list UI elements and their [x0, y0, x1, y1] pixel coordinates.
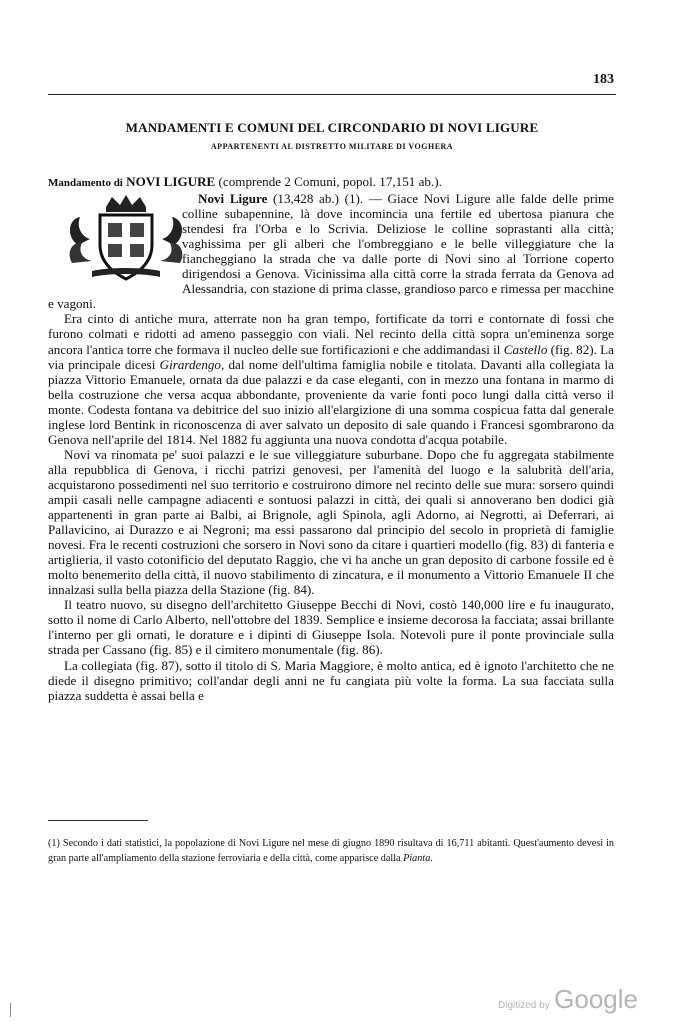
- page-title: MANDAMENTI E COMUNI DEL CIRCONDARIO DI NOVI LIGURE: [125, 120, 539, 135]
- footnote-end: .: [430, 853, 433, 864]
- coat-of-arms-icon: [48, 193, 176, 283]
- footnote-rule: [48, 820, 148, 821]
- footnote-italic: Pianta: [403, 853, 431, 864]
- paragraph-2-italic-castello: Castello: [503, 341, 548, 357]
- margin-tick: [10, 1003, 11, 1017]
- watermark-small: Digitized by: [498, 1000, 550, 1011]
- lead-name: NOVI LIGURE: [126, 174, 216, 189]
- paragraph-1-head: Novi Ligure: [198, 191, 268, 207]
- page-number: 183: [593, 72, 614, 87]
- body-text: [48, 174, 614, 703]
- paragraph-1: [48, 191, 614, 311]
- watermark-logo: Google: [554, 984, 638, 1014]
- paragraph-2-text-a: Era cinto di antiche mura, atterrate non ha gran tempo, fortificate da torri e contornate di fossi che furono colmati e ridotti ad ameno passeggio con viali. Nel recinto della città sopra un'eminenza sorge ancora l'antica torre che formava il nucleo delle sue fortificazioni e che addimandasi il: [48, 311, 614, 357]
- paragraph-2-italic-girardengo: Girardengo: [159, 356, 221, 372]
- paragraph-5: La collegiata (fig. 87), sotto il titolo di S. Maria Maggiore, è molto antica, ed è ignoto l'architetto che ne diede il disegno primitivo; coll'andar degli anni ne fu cangiata più volte la forma. La sua facciata sulla piazza suddetta è assai bella e: [48, 657, 614, 703]
- paragraph-3: Novi va rinomata pe' suoi palazzi e le sue villeggiature suburbane. Dopo che fu aggregata stabilmente alla repubblica di Genova, i ricchi patrizi genovesi, per l'amenità del luogo e la salubrità dell'aria, acquistarono possedimenti nel suo territorio e costruirono dimore nel recinto delle sue mura: sorsero quindi ampii casali nelle campagne adiacenti e sontuosi palazzi in città, dei quali si annoverano ben dodici già appartenenti in gran parte ai Balbi, ai Brignole, agli Spinola, agli Adorno, ai Negrotti, ai Deferrari, ai Pallavicino, ai Durazzo e ai Negroni; ma essi passarono dal principio del secolo in proprietà di famiglie novesi. Fra le recenti costruzioni che sorsero in Novi sono da citare i quartieri modello (fig. 83) di fanteria e artiglieria, il vasto cotonificio del deputato Raggio, che vi ha anche un gran deposito di carbone fossile ed è molto benemerito della città, il nuovo stabilimento di zincatura, e il monumento a Vittorio Emanuele II che innalzasi sulla bella piazza della Stazione (fig. 84).: [48, 446, 614, 598]
- paragraph-4: Il teatro nuovo, su disegno dell'architetto Giuseppe Becchi di Novi, costò 140,000 lire e fu inaugurato, sotto il nome di Carlo Alberto, nell'ottobre del 1839. Semplice e insieme decorosa la facciata; assai brillante l'interno per gli ornati, le dorature e i dipinti di Giuseppe Isola. Notevoli pure il ponte provinciale sulla strada per Cassano (fig. 85) e il cimitero monumentale (fig. 86).: [48, 597, 614, 658]
- paragraph-2-text-b: (fig. 82). La via principale dicesi: [48, 341, 614, 372]
- paragraph-2-text-c: , dal nome dell'ultima famiglia nobile e titolata. Davanti alla collegiata la piazza Vittorio Emanuele, ornata da due palazzi e da case eleganti, con in mezzo una fontana in marmo di bella costruzione che versa acqua abbondante, proveniente da varie fonti poco lungi dalla città verso il monte. Codesta fontana va debitrice del suo inizio all'elargizione di una somma cospicua fatta dal generale inglese lord Bentink in riconoscenza di aver salvato un deposito di sale quando i Francesi sgombrarono da Genova nell'aprile del 1814. Nel 1882 fu aggiunta una nuova condotta d'acqua potabile.: [48, 356, 614, 447]
- footnote: [48, 836, 614, 866]
- watermark: [498, 984, 638, 1015]
- footnote-text: (1) Secondo i dati statistici, la popolazione di Novi Ligure nel mese di giugno 1890 risultava di 16,711 abitanti. Quest'aumento devesi in gran parte all'ampliamento della stazione ferroviaria e della città, come apparisce dalla: [48, 838, 614, 864]
- paragraph-1-text: (13,428 ab.) (1). — Giace Novi Ligure alle falde delle prime colline subapennine, là dove incomincia una fertile ed ubertosa pianura che stendesi fra l'Orba e lo Scrivia. Deliziose le colline soprastanti alla città; vaghissima per gli alberi che l'ombreggiano e le belle villeggiature che la fiancheggiano la strada che va dalle porte di Novi sino al Torrione coperto dirigendosi a Genova. Vicinissima alla città corre la strada ferrata da Genova ad Alessandria, con stazione di prima classe, grandioso parco e rimessa per macchine e vagoni.: [48, 191, 614, 312]
- paragraph-2: [48, 311, 614, 446]
- lead-line: [48, 174, 614, 191]
- lead-label: Mandamento di: [48, 177, 123, 189]
- header-rule: [48, 94, 616, 95]
- page-subtitle: APPARTENENTI AL DISTRETTO MILITARE DI VOGHERA: [210, 142, 454, 151]
- lead-rest: (comprende 2 Comuni, popol. 17,151 ab.).: [215, 174, 442, 189]
